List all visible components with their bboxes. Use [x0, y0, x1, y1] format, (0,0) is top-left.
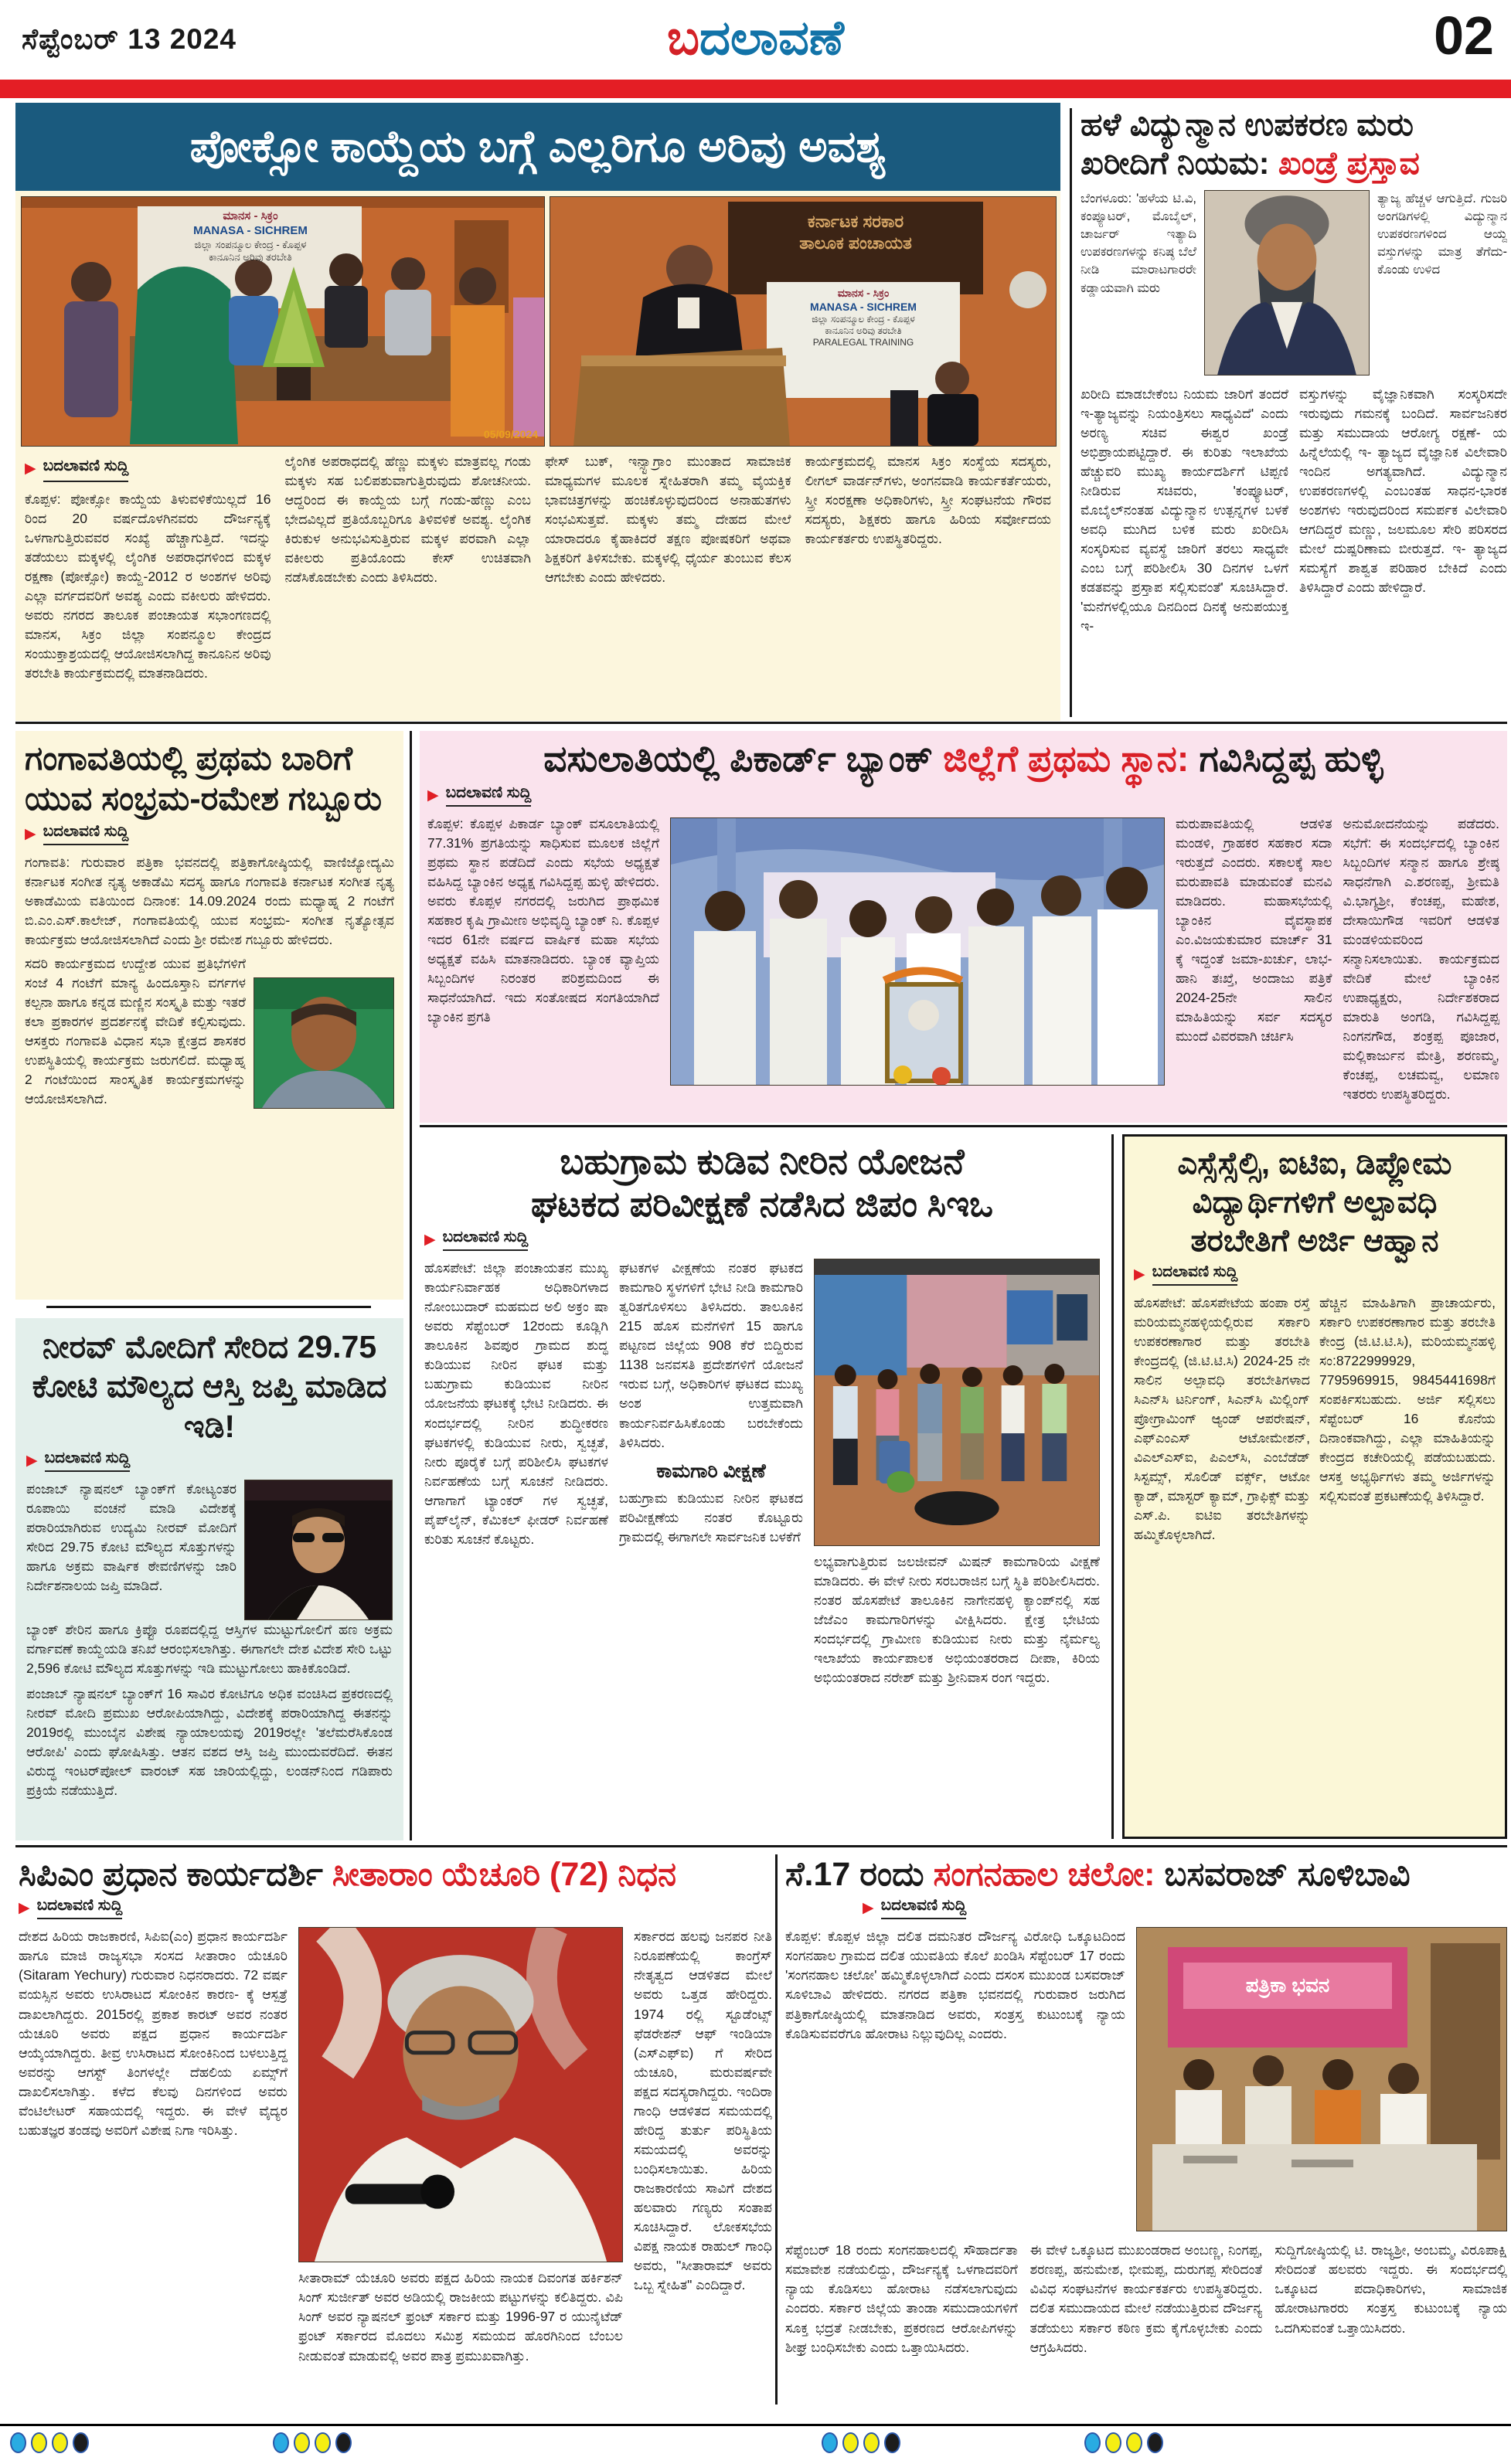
byline — [25, 455, 271, 482]
vertical-divider — [1070, 108, 1072, 717]
article-nirav-body-3: ಪಂಜಾಬ್ ನ್ಯಾಷನಲ್ ಬ್ಯಾಂಕ್‌ಗೆ 16 ಸಾವಿರ ಕೋಟಿಗೂ ಅಧಿಕ ವಂಚಿಸಿದ ಪ್ರಕರಣದಲ್ಲಿ ನೀರವ್ ಮೋದಿ ಪ್ರಮುಖ ಆರೋಪಿಯಾಗಿದ್ದು, ವಿದೇಶಕ್ಕೆ ಪರಾರಿಯಾಗಿದ್ದ ಈತನನ್ನು 2019ರಲ್ಲಿ ಮುಂಬೈನ ವಿಶೇಷ ನ್ಯಾಯಾಲಯವು 2019ರಲ್ಲೇ 'ತಲೆಮರೆಸಿಕೊಂಡ ಆರೋಪಿ' ಎಂದು ಘೋಷಿಸಿತ್ತು. ಆತನ ವಶದ ಆಸ್ತಿ ಜಪ್ತಿ ಮುಂದುವರೆದಿದೆ. ಈತನ ವಿರುದ್ಧ ಇಂಟರ್‌ಪೋಲ್ ವಾರಂಟ್ ಸಹ ಜಾರಿಯಲ್ಲಿದ್ದು, ಲಂಡನ್‌ನಿಂದ ಗಡಿಪಾರು ಪ್ರಕ್ರಿಯೆ ನಡೆಯುತ್ತಿದೆ. — [26, 1685, 393, 1798]
article-chalo-row-2 — [785, 2241, 1507, 2357]
article-gangavati — [15, 731, 403, 1300]
article-bank-col-2: ಮರುಪಾವತಿಯಲ್ಲಿ ಆಡಳಿತ ಮಂಡಳಿ, ಗ್ರಾಹಕರ ಸಹಕಾರ ಸದಾ ಇರುತ್ತದೆ ಎಂದರು. ಸಕಾಲಕ್ಕೆ ಸಾಲ ಮರುಪಾವತಿ ಮಾಡುವಂತೆ ಮನವಿ ಮಾಡಿದರು. ಮಹಾಸಭೆಯಲ್ಲಿ ಬ್ಯಾಂಕಿನ ವೈವಸ್ಥಾಪಕ ಎಂ.ವಿಜಯಕುಮಾರ ಮಾರ್ಚ್ 31 ಕ್ಕೆ ಇದ್ದಂತೆ ಜಮಾ-ಖರ್ಚು, ಲಾಭ-ಹಾನಿ ತಃಖ್ತೆ, ಅಂದಾಜು ಪತ್ರಿಕೆ 2024-25ನೇ ಸಾಲಿನ ಮಾಹಿತಿಯನ್ನು ಸರ್ವ ಸದಸ್ಯರ ಮುಂದೆ ವಿವರವಾಗಿ ಚರ್ಚಿಸಿ — [1176, 816, 1332, 1045]
photo-date-stamp: 05/09/2024 — [483, 427, 538, 440]
article-ewaste-headline — [1081, 105, 1507, 182]
body-text: ಅನುಮೋದನೆಯನ್ನು ಪಡೆದರು. ಸಭೆಗೆ: ಈ ಸಂದರ್ಭದಲ್ಲಿ ಬ್ಯಾಂಕಿನ ಸಿಬ್ಬಂದಿಗಳ ಸನ್ಮಾನ ಹಾಗೂ ಶ್ರೇಷ್ಠ ಸಾಧನೆಗಾಗಿ ಎ.ಶರಣಪ್ಪ, ಶ್ರೀಮತಿ ವಿ.ಭಾಗ್ಯಶ್ರೀ, ಕೆಂಚಪ್ಪ, ಮಹೇಶ, ದೇಸಾಯಿಗೌಡ ಇವರಿಗೆ ಆಡಳಿತ ಮಂಡಳಿಯವರಿಂದ ಸನ್ಮಾನಿಸಲಾಯಿತು. — [1343, 816, 1499, 967]
article-pocso-col-4: ಕಾರ್ಯಕ್ರಮದಲ್ಲಿ ಮಾನಸ ಸಿಕ್ರಂ ಸಂಸ್ಥೆಯ ಸದಸ್ಯರು, ಲೀಗಲ್ ವಾರ್ಡನ್‌ಗಳು, ಅಂಗನವಾಡಿ ಕಾರ್ಯಕರ್ತೆಯರು, ಸ್ತ್ರೀ ಸಂರಕ್ಷಣಾ ಅಧಿಕಾರಿಗಳು, ಸ್ತ್ರೀ ಸಂಘಟನೆಯ ಗೌರವ ಸದಸ್ಯರು, ಶಿಕ್ಷಕರು ಹಾಗೂ ಹಿರಿಯ ಸರ್ವೋದಯ ಕಾರ್ಯಕರ್ತರು ಉಪಸ್ಥಿತರಿದ್ದರು. — [805, 454, 1051, 547]
registration-dot-yellow — [294, 2432, 310, 2453]
byline-label: ಬದಲಾವಣಿ ಸುದ್ದಿ — [446, 784, 532, 807]
article-nirav-body-2: ಬ್ಯಾಂಕ್ ಶೇರಿನ ಹಾಗೂ ಕ್ರಿಪ್ಟೊ ರೂಪದಲ್ಲಿದ್ದ ಆಸ್ತಿಗಳ ಮುಟ್ಟುಗೋಲಿಗೆ ಹಣ ಅಕ್ರಮ ವರ್ಗಾವಣೆ ಕಾಯ್ದೆಯಡಿ ತನಿಖೆ ಆರಂಭಿಸಲಾಗಿತ್ತು. ಈಗಾಗಲೇ ದೇಶ ವಿದೇಶ ಸೇರಿ ಒಟ್ಟು 2,596 ಕೋಟಿ ಮೌಲ್ಯದ ಸೊತ್ತುಗಳನ್ನು ಇಡಿ ಮುಟ್ಟುಗೋಲು ಹಾಕಿಕೊಂಡಿದೆ. — [26, 1621, 393, 1676]
print-registration-marks — [10, 2432, 89, 2453]
registration-dot-yellow — [842, 2432, 859, 2453]
horizontal-divider — [15, 722, 1507, 724]
article-pocso-col-2: ಲೈಂಗಿಕ ಅಪರಾಧದಲ್ಲಿ ಹೆಣ್ಣು ಮಕ್ಕಳು ಮಾತ್ರವಲ್ಲ ಗಂಡು ಮಕ್ಕಳು ಸಹ ಬಲಿಪಶುವಾಗುತ್ತಿರುವುದು ಶೋಚನೀಯ. ಆದ್ದರಿಂದ ಈ ಕಾಯ್ದೆಯ ಬಗ್ಗೆ ಗಂಡು-ಹೆಣ್ಣು ಎಂಬ ಭೇದವಿಲ್ಲದೆ ಪ್ರತಿಯೊಬ್ಬರಿಗೂ ತಿಳಿವಳಿಕೆ ಅವಶ್ಯ. ಲೈಂಗಿಕ ಕಿರುಕುಳ ಅನುಭವಿಸುತ್ತಿರುವ ಮಕ್ಕಳ ಪರವಾಗಿ ಎಲ್ಲಾ ವಕೀಲರು ಪ್ರತಿಯೊಂದು ಕೇಸ್ ಉಚಿತವಾಗಿ ನಡೆಸಿಕೊಡಬೇಕು ಎಂದು ತಿಳಿಸಿದರು. — [284, 454, 531, 586]
registration-dot-cyan — [822, 2432, 838, 2453]
article-yechury-col-1: ದೇಶದ ಹಿರಿಯ ರಾಜಕಾರಣಿ, ಸಿಪಿಐ(ಎಂ) ಪ್ರಧಾನ ಕಾರ್ಯದರ್ಶಿ ಹಾಗೂ ಮಾಜಿ ರಾಜ್ಯಸಭಾ ಸಂಸದ ಸೀತಾರಾಂ ಯೆಚೂರಿ (Sitaram Yechury) ಗುರುವಾರ ನಿಧನರಾದರು. 72 ವರ್ಷ ವಯಸ್ಸಿನ ಅವರು ಉಸಿರಾಟದ ಸೋಂಕಿನ ಕಾರಣ- ಕ್ಕೆ ಆಸ್ಪತ್ರೆ ದಾಖಲಾಗಿದ್ದರು. 2015ರಲ್ಲಿ ಪ್ರಕಾಶ ಕಾರಟ್ ಅವರ ನಂತರ ಯೆಚೂರಿ ಅವರು ಪಕ್ಷದ ಪ್ರಧಾನ ಕಾರ್ಯದರ್ಶಿ ಆಯ್ಕೆಯಾಗಿದ್ದರು. ತೀವ್ರ ಉಸಿರಾಟದ ಸೋಂಕಿನಿಂದ ಬಳಲುತ್ತಿದ್ದ ಅವರನ್ನು ಆಗಸ್ಟ್ ತಿಂಗಳಲ್ಲೇ ದೆಹಲಿಯ ಏಮ್ಸ್‌ಗೆ ದಾಖಲಿಸಲಾಗಿತ್ತು. ಕಳೆದ ಕೆಲವು ದಿನಗಳಿಂದ ಅವರು ವೆಂಟಿಲೇಟರ್ ಸಹಾಯದಲ್ಲಿ ಇದ್ದರು. ಈ ವೇಳೆ ವೈದ್ಯರ ಬಹುತಜ್ಞರ ತಂಡವು ಅವರಿಗೆ ವಿಶೇಷ ನಿಗಾ ಇರಿಸಿತ್ತು. — [19, 1929, 288, 2138]
body-text: ಸೀತಾರಾಮ್ ಯೆಚೂರಿ ಅವರು ಪಕ್ಷದ ಹಿರಿಯ ನಾಯಕ ದಿವಂಗತ ಹರ್ಕಿಶನ್ ಸಿಂಗ್ ಸುರ್ಜೀತ್ ಅವರ ಅಡಿಯಲ್ಲಿ ರಾಜಕೀಯ ಪಟ್ಟುಗಳನ್ನು ಕಲಿತಿದ್ದರು. ವಿಪಿ ಸಿಂಗ್ ಅವರ ನ್ಯಾಷನಲ್ ಫ್ರಂಟ್ ಸರ್ಕಾರ ಮತ್ತು 1996-97 ರ ಯುನೈಟೆಡ್ ಫ್ರಂಟ್ ಸರ್ಕಾರದ ಮೊದಲು ಸಮಿಶ್ರ ಸಮಯದ ಹೊರಗಿನಿಂದ ಬೆಂಬಲ ನೀಡುವಂತೆ ಮಾಡುವಲ್ಲಿ ಅವರ ಪಾತ್ರ ಪ್ರಮುಖವಾಗಿತ್ತು. — [298, 2270, 623, 2364]
article-gangavati-body-2: ಸದರಿ ಕಾರ್ಯಕ್ರಮದ ಉದ್ದೇಶ ಯುವ ಪ್ರತಿಭೆಗಳಿಗೆ ಸಂಜೆ 4 ಗಂಟೆಗೆ ಮಾನ್ಯ ಹಿಂದೂಸ್ತಾನಿ ವರ್ಗಗಳ ಕಲ್ಪನಾ ಹಾಗೂ ಕನ್ನಡ ಮಣ್ಣಿನ ಸಂಸ್ಕೃತಿ ಮತ್ತು ಇತರೆ ಕಲಾ ಪ್ರಕಾರಗಳ ಪ್ರದರ್ಶನಕ್ಕೆ ವೇದಿಕೆ ಕಲ್ಪಿಸುವುದು. ಆಸಕ್ತರು ಗಂಗಾವತಿ ವಿಧಾನ ಸಭಾ ಕ್ಷೇತ್ರದ ಶಾಸಕರ ಉಪಸ್ಥಿತಿಯಲ್ಲಿ ಕಾರ್ಯಕ್ರಮ ಜರುಗಲಿದೆ. ಮಧ್ಯಾಹ್ನ 2 ಗಂಟೆಯಿಂದ ಸಾಂಸ್ಕೃತಿಕ ಕಾರ್ಯಕ್ರಮಗಳನ್ನು ಆಯೋಜಿಸಲಾಗಿದೆ. — [25, 955, 246, 1107]
headline-black: ಸಿಪಿಎಂ ಪ್ರಧಾನ ಕಾರ್ಯದರ್ಶಿ — [19, 1856, 332, 1893]
photo-press-meet — [1136, 1927, 1507, 2231]
article-bank-headline — [427, 737, 1499, 781]
headline-line: ಘಟಕದ ಪರಿವೀಕ್ಷಣೆ ನಡೆಸಿದ ಜಿಪಂ ಸಿಇಒ — [530, 1184, 994, 1225]
print-registration-marks — [822, 2432, 900, 2453]
article-water-headline — [424, 1140, 1100, 1225]
article-nirav-headline: ನೀರವ್ ಮೋದಿಗೆ ಸೇರಿದ 29.75 ಕೋಟಿ ಮೌಲ್ಯದ ಆಸ್ತಿ ಜಪ್ತಿ ಮಾಡಿದ ಇಡಿ! — [32, 1329, 387, 1444]
body-text: ಕಾರ್ಯಕ್ರಮದ ವೇದಿಕೆ ಮೇಲೆ ಬ್ಯಾಂಕಿನ ಉಪಾಧ್ಯಕ್ಷರು, ನಿರ್ದೇಶಕರಾದ ಮಾರುತಿ ಅಂಗಡಿ, ಗವಿಸಿದ್ದಪ್ಪ ನಿಂಗನಗೌಡ, ಶಂಕ್ರಪ್ಪ ಪೂಜಾರ, ಮಲ್ಲಿಕಾರ್ಜುನ ಮೇತ್ರಿ, ಶರಣಮ್ಮ, ಕೆಂಚಪ್ಪ, ಲಚಮವ್ವ, ಲಮಾಣ ಇತರರು ಉಪಸ್ಥಿತರಿದ್ದರು. — [1343, 951, 1499, 1103]
byline — [1134, 1263, 1496, 1286]
registration-dot-cyan — [10, 2432, 26, 2453]
article-bank-col-1: ಕೊಪ್ಪಳ: ಕೊಪ್ಪಳ ಪಿಕಾರ್ಡ ಬ್ಯಾಂಕ್ ವಸೂಲಾತಿಯಲ್ಲಿ 77.31% ಪ್ರಗತಿಯನ್ನು ಸಾಧಿಸುವ ಮೂಲಕ ಜಿಲ್ಲೆಗೆ ಪ್ರಥಮ ಸ್ಥಾನ ಪಡೆದಿದೆ ಎಂದು ಸಭೆಯ ಅಧ್ಯಕ್ಷತೆ ವಹಿಸಿದ್ದ ಬ್ಯಾಂಕಿನ ಅಧ್ಯಕ್ಷ ಗವಿಸಿದ್ದಪ್ಪ ಹುಳ್ಳಿ ಹೇಳಿದರು. ಅವರು ಕೊಪ್ಪಳ ನಗರದಲ್ಲಿ ಜರುಗಿದ ಪ್ರಾಥಮಿಕ ಸಹಕಾರ ಕೃಷಿ ಗ್ರಾಮೀಣ ಅಭಿವೃದ್ಧಿ ಬ್ಯಾಂಕ್ ನಿ. ಕೊಪ್ಪಳ ಇದರ 61ನೇ ವರ್ಷದ ವಾರ್ಷಿಕ ಮಹಾ ಸಭೆಯ ಅಧ್ಯಕ್ಷತೆ ವಹಿಸಿ ಮಾತನಾಡಿದರು. ಬ್ಯಾಂಕ ವ್ಯಾಪ್ತಿಯ ಸಿಬ್ಬಂದಿಗಳ ನಿರಂತರ ಪರಿಶ್ರಮದಿಂದ ಈ ಸಾಧನೆಯಾಗಿದೆ. ಇದು ಸಂತೋಷದ ಸಂಗತಿಯಾಗಿದೆ ಬ್ಯಾಂಕಿನ ಪ್ರಗತಿ — [427, 816, 659, 1025]
registration-dot-black — [335, 2432, 352, 2453]
byline-arrow-icon: ▶ — [26, 1452, 38, 1469]
article-gangavati-headline: ಗಂಗಾವತಿಯಲ್ಲಿ ಪ್ರಥಮ ಬಾರಿಗೆ ಯುವ ಸಂಭ್ರಮ-ರಮೇಶ ಗಬ್ಬೂರು — [25, 740, 383, 818]
photo-minister-khandre-portrait — [1204, 190, 1370, 376]
article-pickard-bank — [420, 731, 1507, 1123]
photo-banner-text: ಪತ್ರಿಕಾ ಭವನ — [1245, 1973, 1330, 1997]
registration-dot-cyan — [1084, 2432, 1101, 2453]
article-gttc-training — [1122, 1134, 1507, 1839]
byline-label: ಬದಲಾವಣಿ ಸುದ್ದಿ — [43, 823, 129, 845]
byline-arrow-icon: ▶ — [19, 1900, 30, 1917]
article-pocso — [15, 103, 1060, 721]
headline-black: ಹಳೆ ವಿದ್ಯುನ್ಮಾನ ಉಪಕರಣ ಮರು ಖರೀದಿಗೆ ನಿಯಮ: — [1081, 107, 1414, 182]
article-ewaste-body-col-1: ಖರೀದಿ ಮಾಡಬೇಕೆಂಬ ನಿಯಮ ಜಾರಿಗೆ ತಂದರೆ ಇ-ತ್ಯಾಜ್ಯವನ್ನು ನಿಯಂತ್ರಿಸಲು ಸಾಧ್ಯವಿದೆ' ಎಂದು ಅರಣ್ಯ ಸಚಿವ ಈಶ್ವರ ಖಂಡ್ರೆ ಅಭಿಪ್ರಾಯಪಟ್ಟಿದ್ದಾರೆ. ಈ ಕುರಿತು ಇಲಾಖೆಯ ಹೆಚ್ಚುವರಿ ಮುಖ್ಯ ಕಾರ್ಯದರ್ಶಿಗೆ ಟಿಪ್ಪಣಿ ನೀಡಿರುವ ಸಚಿವರು, 'ಕಂಪ್ಯೂಟರ್, ಮೊಬೈಲ್‌ನಂತಹ ವಿದ್ಯುನ್ಮಾನ ಉತ್ಪನ್ನಗಳ ಬಳಕೆ ಅವಧಿ ಮುಗಿದ ಬಳಿಕ ಮರು ಖರೀದಿಸಿ ಸಂಸ್ಕರಿಸುವ ವ್ಯವಸ್ಥೆ ಜಾರಿಗೆ ತರಲು ಸಾಧ್ಯವೇ ಎಂಬ ಬಗ್ಗೆ ಪರಿಶೀಲಿಸಿ 30 ದಿನಗಳ ಒಳಗೆ ಕಡತವನ್ನು ಪ್ರಸ್ತಾಪ ಸಲ್ಲಿಸುವಂತೆ' ಸೂಚಿಸಿದ್ದಾರೆ. 'ಮನೆಗಳಲ್ಲಿಯೂ ದಿನದಿಂದ ದಿನಕ್ಕೆ ಅನುಪಯುಕ್ತ ಇ- — [1081, 386, 1288, 634]
article-water-col-1: ಹೊಸಪೇಟೆ: ಜಿಲ್ಲಾ ಪಂಚಾಯತನ ಮುಖ್ಯ ಕಾರ್ಯನಿರ್ವಾಹಕ ಅಧಿಕಾರಿಗಳಾದ ನೋಂಬುದಾರ್ ಮಹಮದ ಅಲಿ ಅಕ್ರಂ ಷಾ ಅವರು ಸೆಪ್ಟೆಂಬರ್ 12ರಂದು ಕೂಡ್ಲಿಗಿ ತಾಲೂಕಿನ ಶಿವಪುರ ಗ್ರಾಮದ ಶುದ್ಧ ಕುಡಿಯುವ ನೀರಿನ ಘಟಕ ಮತ್ತು ಬಹುಗ್ರಾಮ ಕುಡಿಯುವ ನೀರಿನ ಯೋಜನೆಯ ಘಟಕಕ್ಕೆ ಭೇಟಿ ನೀಡಿದರು. ಈ ಸಂದರ್ಭದಲ್ಲಿ ನೀರಿನ ಶುದ್ಧೀಕರಣ ಘಟಕಗಳಲ್ಲಿ ಕುಡಿಯುವ ನೀರು, ಸ್ವಚ್ಛತೆ, ನೀರು ಪೂರೈಕೆ ಬಗ್ಗೆ ಪರಿಶೀಲಿಸಿ ಘಟಕಗಳ ನಿರ್ವಹಣೆಯ ಬಗ್ಗೆ ಸೂಚನೆ ನೀಡಿದರು. ಆಗಾಗಾಗೆ ಟ್ಯಾಂಕರ್ ಗಳ ಸ್ವಚ್ಛತೆ, ಪೈಪ್‌ಲೈನ್, ಕೆಮಿಕಲ್ ಫೀಡರ್ ನಿರ್ವಹಣೆ ಕುರಿತು ಸೂಚನೆ ಕೊಟ್ಟರು. — [424, 1260, 608, 1547]
article-pocso-col-3: ಫೇಸ್ ಬುಕ್, ಇನ್ಸ್ಟಾಗ್ರಾಂ ಮುಂತಾದ ಸಾಮಾಜಿಕ ಮಾಧ್ಯಮಗಳ ಮೂಲಕ ಸ್ನೇಹಿತರಾಗಿ ತಮ್ಮ ವೈಯಕ್ತಿಕ ಭಾವಚಿತ್ರಗಳನ್ನು ಹಂಚಿಕೊಳ್ಳುವುದರಿಂದ ಅನಾಹುತಗಳು ಸಂಭವಿಸುತ್ತವೆ. ಮಕ್ಕಳು ತಮ್ಮ ದೇಹದ ಮೇಲೆ ಯಾರಾದರೂ ಕೈಹಾಕಿದರೆ ತಕ್ಷಣ ಪೋಷಕರಿಗೆ ಅಥವಾ ಶಿಕ್ಷಕರಿಗೆ ತಿಳಿಸಬೇಕು. ಮಕ್ಕಳಲ್ಲಿ ಧೈರ್ಯ ತುಂಬುವ ಕೆಲಸ ಆಗಬೇಕು ಎಂದು ಹೇಳಿದರು. — [545, 454, 791, 586]
registration-dot-black — [1147, 2432, 1163, 2453]
photo-banner-text: ಮಾನಸ - ಸಿಕ್ರಂ MANASA - SICHREM ಜಿಲ್ಲಾ ಸಂಪನ್ಮೂಲ ಕೇಂದ್ರ - ಕೊಪ್ಪಳ ಕಾನೂನಿನ ಅರಿವು ತರಬೇತಿ PARALEGAL TRAINING — [810, 287, 917, 348]
byline — [863, 1897, 1507, 1919]
registration-dot-black — [73, 2432, 89, 2453]
headline-line: ಬಹುಗ್ರಾಮ ಕುಡಿವ ನೀರಿನ ಯೋಜನೆ — [560, 1141, 965, 1181]
article-gttc-headline — [1134, 1144, 1496, 1260]
body-text: ಘಟಕಗಳ ವೀಕ್ಷಣೆಯ ನಂತರ ಘಟಕದ ಕಾಮಗಾರಿ ಸ್ಥಳಗಳಿಗೆ ಭೇಟಿ ನೀಡಿ ಕಾಮಗಾರಿ ತ್ವರಿತಗೊಳಿಸಲು ತಿಳಿಸಿದರು. ತಾಲೂಕಿನ 215 ಹೊಸ ಮನೆಗಳಿಗೆ 15 ಹಾಗೂ ಪಟ್ಟಣದ ಜಿಲ್ಲೆಯ 908 ಕೆರೆ ಬಿದ್ದಿರುವ 1138 ಜನವಸತಿ ಪ್ರದೇಶಗಳಿಗೆ ಯೋಜನೆ ಇರುವ ಬಗ್ಗೆ, ಅಧಿಕಾರಿಗಳ ಘಟಕದ ಮುಖ್ಯ ಅಂಶ ಉತ್ತಮವಾಗಿ ಕಾರ್ಯನಿರ್ವಹಿಸಿಕೊಂಡು ಬರಬೇಕೆಂದು ತಿಳಿಸಿದರು. — [619, 1260, 803, 1450]
nameplate-rest: ದಲಾವಣೆ — [699, 12, 845, 65]
byline-label: ಬದಲಾವಣಿ ಸುದ್ದಿ — [37, 1897, 123, 1919]
article-chalo-row-1 — [785, 1927, 1507, 2231]
headline-black: ಬಸವರಾಜ್ ಸೂಳಿಬಾವಿ — [1155, 1856, 1411, 1893]
article-yechury — [15, 1854, 775, 2406]
byline-arrow-icon: ▶ — [424, 1232, 436, 1249]
photo-ramesh-gabburu-portrait — [254, 977, 394, 1109]
article-bank-col-3 — [1343, 814, 1500, 1104]
footer-rule — [0, 2424, 1511, 2426]
article-yechury-headline — [19, 1856, 772, 1894]
body-text: ಲಭ್ಯವಾಗುತ್ತಿರುವ ಜಲಜೀವನ್ ಮಿಷನ್ ಕಾಮಗಾರಿಯ ವೀಕ್ಷಣೆ ಮಾಡಿದರು. ಈ ವೇಳೆ ನೀರು ಸರಬರಾಜಿನ ಬಗ್ಗೆ ಸ್ಥಿತಿ ಪರಿಶೀಲಿಸಿದರು. ನಂತರ ಹೊಸಪೇಟೆ ತಾಲೂಕಿನ ನಾಗೇನಹಳ್ಳಿ ಕ್ಯಾಂಪ್‌ನಲ್ಲಿ ಸಹ ಜೆಜೆಎಂ ಕಾಮಗಾರಿಗಳನ್ನು ವೀಕ್ಷಿಸಿದರು. ಕ್ಷೇತ್ರ ಭೇಟಿಯ ಸಂದರ್ಭದಲ್ಲಿ ಗ್ರಾಮೀಣ ಕುಡಿಯುವ ನೀರು ಮತ್ತು ನೈರ್ಮಲ್ಯ ಇಲಾಖೆಯ ಕಾರ್ಯಪಾಲಕ ಅಭಿಯಂತರರಾದ ದೀಪಾ, ಕಿರಿಯ ಅಭಿಯಂತರಾದ ನರೇಶ್ ಮತ್ತು ಶ್ರೀನಿವಾಸ ರಂಗ ಇದ್ದರು. — [814, 1554, 1100, 1686]
article-ewaste-khandre — [1081, 105, 1507, 720]
photo-banner-text: ಮಾನಸ - ಸಿಕ್ರಂ MANASA - SICHREM ಜಿಲ್ಲಾ ಸಂಪನ್ಮೂಲ ಕೇಂದ್ರ - ಕೊಪ್ಪಳ ಕಾನೂನಿನ ಅರಿವು ತರಬೇತಿ — [193, 209, 308, 263]
body-text: ಬಹುಗ್ರಾಮ ಕುಡಿಯುವ ನೀರಿನ ಘಟಕದ ಪರಿವೀಕ್ಷಣೆಯ ನಂತರ ಕೊಟ್ಟೂರು ಗ್ರಾಮದಲ್ಲಿ ಈಗಾಗಲೇ ಸಾರ್ವಜನಿಕ ಬಳಕೆಗೆ — [619, 1490, 803, 1545]
photo-bank-agm-event — [670, 817, 1165, 1086]
headline-red: ಸಂಗನಹಾಲ ಚಲೋ: — [933, 1856, 1155, 1893]
registration-dot-yellow — [31, 2432, 47, 2453]
registration-dot-black — [884, 2432, 900, 2453]
nameplate-first-letter: ಬ — [666, 12, 699, 65]
photo-sitaram-yechury — [298, 1927, 623, 2262]
vertical-divider — [775, 1854, 778, 2405]
headline-line: ಎಸ್ಸೆಸ್ಸೆಲ್ಸಿ, ಐಟಿಐ, ಡಿಪ್ಲೋಮ — [1177, 1147, 1452, 1181]
registration-dot-yellow — [315, 2432, 331, 2453]
page-number: 02 — [1434, 5, 1494, 66]
registration-dot-yellow — [52, 2432, 68, 2453]
headline-line: ತರಬೇತಿಗೆ ಅರ್ಜಿ ಆಹ್ವಾನ — [1190, 1224, 1439, 1258]
byline-label: ಬದಲಾವಣಿ ಸುದ್ದಿ — [45, 1450, 131, 1472]
horizontal-divider — [15, 1845, 1507, 1847]
photo-speaker-at-podium — [550, 196, 1057, 447]
byline-label: ಬದಲಾವಣಿ ಸುದ್ದಿ — [881, 1897, 967, 1919]
byline-label: ಬದಲಾವಣಿ ಸುದ್ದಿ — [443, 1229, 529, 1251]
article-yechury-col-3: ಸರ್ಕಾರದ ಹಲವು ಜನಪರ ನೀತಿ ನಿರೂಪಣೆಯಲ್ಲಿ ಕಾಂಗ್ರೆಸ್ ನೇತೃತ್ವದ ಆಡಳಿತದ ಮೇಲೆ ಅವರು ಒತ್ತಡ ಹೇರಿದ್ದರು. 1974 ರಲ್ಲಿ ಸ್ಟೂಡೆಂಟ್ಸ್ ಫೆಡರೇಶನ್ ಆಫ್ ಇಂಡಿಯಾ (ಎಸ್‌ಎಫ್‌ಐ) ಗೆ ಸೇರಿದ ಯೆಚೂರಿ, ಮರುವರ್ಷವೇ ಪಕ್ಷದ ಸದಸ್ಯರಾಗಿದ್ದರು. ಇಂದಿರಾ ಗಾಂಧಿ ಆಡಳಿತದ ಸಮಯದಲ್ಲಿ ಹೇರಿದ್ದ ತುರ್ತು ಪರಿಸ್ಥಿತಿಯ ಸಮಯದಲ್ಲಿ ಅವರನ್ನು ಬಂಧಿಸಲಾಯಿತು. ಹಿರಿಯ ರಾಜಕಾರಣಿಯ ಸಾವಿಗೆ ದೇಶದ ಹಲವಾರು ಗಣ್ಯರು ಸಂತಾಪ ಸೂಚಿಸಿದ್ದಾರೆ. ಲೋಕಸಭೆಯ ವಿಪಕ್ಷ ನಾಯಕ ರಾಹುಲ್ ಗಾಂಧಿ ಅವರು, "ಸೀತಾರಾಮ್ ಅವರು ಒಬ್ಬ ಸ್ನೇಹಿತ" ಎಂದಿದ್ದಾರೆ. — [634, 1929, 772, 2292]
masthead-red-bar — [0, 80, 1511, 98]
photo-water-plant-inspection — [814, 1259, 1100, 1546]
print-registration-marks — [1084, 2432, 1163, 2453]
article-ewaste-intro-row — [1081, 190, 1507, 376]
vertical-divider — [410, 731, 412, 1840]
article-sanganahala-chalo — [785, 1854, 1507, 2406]
article-water-col-3 — [814, 1259, 1100, 1687]
registration-dot-yellow — [1126, 2432, 1142, 2453]
registration-dot-yellow — [863, 2432, 880, 2453]
article-chalo-col-2: ಸೆಪ್ಟೆಂಬರ್ 18 ರಂದು ಸಂಗನಹಾಲದಲ್ಲಿ ಸೌಹಾರ್ದತಾ ಸಮಾವೇಶ ನಡೆಯಲಿದ್ದು, ದೌರ್ಜನ್ಯಕ್ಕೆ ಒಳಗಾದವರಿಗೆ ನ್ಯಾಯ ಕೊಡಿಸಲು ಹೋರಾಟ ನಡೆಸಲಾಗುವುದು ಎಂದರು. ಸರ್ಕಾರ ಜಿಲ್ಲೆಯ ತಾಂಡಾ ಸಮುದಾಯಗಳಿಗೆ ಸೂಕ್ತ ಭದ್ರತೆ ನೀಡಬೇಕು, ಪ್ರಕರಣದ ಆರೋಪಿಗಳನ್ನು ಶೀಘ್ರ ಬಂಧಿಸಬೇಕು ಎಂದು ಒತ್ತಾಯಿಸಿದರು. — [785, 2242, 1018, 2355]
body-text: ಕೊಪ್ಪಳ: ಪೋಕ್ಸೋ ಕಾಯ್ದೆಯ ತಿಳುವಳಿಕೆಯಿಲ್ಲದೆ 16 ರಿಂದ 20 ವರ್ಷದೊಳಗಿನವರು ದೌರ್ಜನ್ಯಕ್ಕೆ ಒಳಗಾಗುತ್ತಿರುವವರ ಸಂಖ್ಯೆ ಹೆಚ್ಚಾಗುತ್ತಿದೆ. ಇದನ್ನು ತಡೆಯಲು ಮಕ್ಕಳಲ್ಲಿ ಲೈಂಗಿಕ ಅಪರಾಧಗಳಿಂದ ಮಕ್ಕಳ ರಕ್ಷಣಾ (ಪೋಕ್ಸೋ) ಕಾಯ್ದೆ-2012 ರ ಅಂಶಗಳ ಅರಿವು ಎಲ್ಲಾ ವರ್ಗದವರಿಗೆ ಅವಶ್ಯ ಎಂದು ವಕೀಲರು ಹೇಳಿದರು. ಅವರು ನಗರದ ತಾಲೂಕ ಪಂಚಾಯತ ಸಭಾಂಗಣದಲ್ಲಿ ಮಾನಸ, ಸಿಕ್ರಂ ಜಿಲ್ಲಾ ಸಂಪನ್ಮೂಲ ಕೇಂದ್ರದ ಸಂಯುಕ್ತಾಶ್ರಯದಲ್ಲಿ ಆಯೋಜಿಸಲಾಗಿದ್ದ ಕಾನೂನಿನ ಅರಿವು ತರಬೇತಿ ಕಾರ್ಯಕ್ರಮದಲ್ಲಿ ಮಾತನಾಡಿದರು. — [25, 491, 271, 681]
headline-black: ಗವಿಸಿದ್ದಪ್ಪ ಹುಳ್ಳಿ — [1189, 738, 1383, 779]
print-registration-marks — [273, 2432, 352, 2453]
article-bank-content — [427, 814, 1499, 1104]
article-nirav-modi — [15, 1318, 403, 1840]
article-nirav-body-1: ಪಂಜಾಬ್ ನ್ಯಾಷನಲ್ ಬ್ಯಾಂಕ್‌ಗೆ ಕೋಟ್ಯಂತರ ರೂಪಾಯಿ ವಂಚನೆ ಮಾಡಿ ವಿದೇಶಕ್ಕೆ ಪರಾರಿಯಾಗಿರುವ ಉದ್ಯಮಿ ನೀರವ್ ಮೋದಿಗೆ ಸೇರಿದ 29.75 ಕೋಟಿ ಮೌಲ್ಯದ ಸೊತ್ತುಗಳನ್ನು ಹಾಗೂ ಅಕ್ರಮ ವಾರ್ಷಿಕ ಠೇವಣಿಗಳನ್ನು ಜಾರಿ ನಿರ್ದೇಶನಾಲಯ ಜಪ್ತಿ ಮಾಡಿದೆ. — [26, 1480, 237, 1593]
article-gttc-body — [1134, 1293, 1496, 1545]
byline — [19, 1897, 772, 1919]
vertical-divider — [1111, 1134, 1114, 1839]
article-chalo-headline — [785, 1856, 1507, 1894]
headline-black: ಸೆ.17 ರಂದು — [785, 1856, 934, 1893]
article-ewaste-col-right: ತ್ಯಾಜ್ಯ ಹೆಚ್ಚಳ ಆಗುತ್ತಿದೆ. ಗುಜರಿ ಅಂಗಡಿಗಳಲ್ಲಿ ವಿದ್ಯುನ್ಮಾನ ಉಪಕರಣಗಳಿಂದ ಆಯ್ದ ವಸ್ತುಗಳನ್ನು ಮಾತ್ರ ತೆಗೆದು- ಕೊಂಡು ಉಳಿದ — [1377, 192, 1507, 277]
byline — [26, 1450, 393, 1472]
newspaper-nameplate — [0, 11, 1511, 66]
byline-arrow-icon: ▶ — [863, 1900, 874, 1917]
article-gttc-col-2: ಹೆಚ್ಚಿನ ಮಾಹಿತಿಗಾಗಿ ಪ್ರಾಚಾರ್ಯರು, ಸರ್ಕಾರಿ ಉಪಕರಣಾಗಾರ ಮತ್ತು ತರಬೇತಿ ಕೇಂದ್ರ (ಜಿ.ಟಿ.ಟಿ.ಸಿ), ಮರಿಯಮ್ಮನಹಳ್ಳಿ ಸಂ:8722999929, 7795969915, 9845441698ಗೆ ಸಂಪರ್ಕಿಸಬಹುದು. ಅರ್ಜಿ ಸಲ್ಲಿಸಲು ಸೆಪ್ಟೆಂಬರ್ 16 ಕೊನೆಯ ದಿನಾಂಕವಾಗಿದ್ದು, ಎಲ್ಲಾ ಮಾಹಿತಿಯನ್ನು ಕೇಂದ್ರದ ಕಚೇರಿಯಲ್ಲಿ ಪಡೆಯಬಹುದು. ಆಸಕ್ತ ಅಭ್ಯರ್ಥಿಗಳು ತಮ್ಮ ಅರ್ಜಿಗಳನ್ನು ಸಲ್ಲಿಸುವಂತೆ ಪ್ರಕಟಣೆಯಲ್ಲಿ ತಿಳಿಸಿದ್ದಾರೆ. — [1319, 1295, 1496, 1504]
article-chalo-col-1: ಕೊಪ್ಪಳ: ಕೊಪ್ಪಳ ಜಿಲ್ಲಾ ದಲಿತ ದಮನಿತರ ದೌರ್ಜನ್ಯ ವಿರೋಧಿ ಒಕ್ಕೂಟದಿಂದ ಸಂಗನಹಾಲ ಗ್ರಾಮದ ದಲಿತ ಯುವತಿಯ ಕೊಲೆ ಖಂಡಿಸಿ ಸೆಪ್ಟೆಂಬರ್ 17 ರಂದು 'ಸಂಗನಹಾಲ ಚಲೋ' ಹಮ್ಮಿಕೊಳ್ಳಲಾಗಿದೆ ಎಂದು ದಸಂಸ ಮುಖಂಡ ಬಸವರಾಜ್ ಸೂಳಿಬಾವಿ ಹೇಳಿದರು. ನಗರದ ಪತ್ರಿಕಾ ಭವನದಲ್ಲಿ ಗುರುವಾರ ಜರುಗಿದ ಪತ್ರಿಕಾಗೋಷ್ಠಿಯಲ್ಲಿ ಮಾತನಾಡಿದ ಅವರು, ಸಂತ್ರಸ್ತ ಕುಟುಂಬಕ್ಕೆ ನ್ಯಾಯ ಕೊಡಿಸುವವರೆಗೂ ಹೋರಾಟ ನಿಲ್ಲುವುದಿಲ್ಲ ಎಂದರು. — [785, 1929, 1125, 2041]
article-chalo-col-4: ಸುದ್ದಿಗೋಷ್ಠಿಯಲ್ಲಿ ಟಿ. ರಾಜ್ಯಶ್ರೀ, ಅಂಬಮ್ಮ, ವಿರೂಪಾಕ್ಷಿ ಸೇರಿದಂತೆ ಹಲವರು ಇದ್ದರು. ಈ ಸಂದರ್ಭದಲ್ಲಿ ಒಕ್ಕೂಟದ ಪದಾಧಿಕಾರಿಗಳು, ಸಾಮಾಜಿಕ ಹೋರಾಟಗಾರರು ಸಂತ್ರಸ್ತ ಕುಟುಂಬಕ್ಕೆ ನ್ಯಾಯ ಒದಗಿಸುವಂತೆ ಒತ್ತಾಯಿಸಿದರು. — [1274, 2242, 1508, 2336]
article-ewaste-body-row — [1081, 385, 1507, 636]
headline-black: ವಸುಲಾತಿಯಲ್ಲಿ ಪಿಕಾರ್ಡ್ ಬ್ಯಾಂಕ್ — [543, 738, 944, 779]
headline-red: ಖಂಡ್ರೆ ಪ್ರಸ್ತಾವ — [1278, 145, 1420, 182]
article-water-project — [420, 1134, 1104, 1839]
article-water-body — [424, 1259, 1100, 1687]
horizontal-divider — [46, 1306, 371, 1308]
registration-dot-yellow — [1105, 2432, 1121, 2453]
photo-board-text: ಕರ್ನಾಟಕ ಸರಕಾರ ತಾಲೂಕ ಪಂಚಾಯತ — [799, 212, 912, 253]
article-ewaste-col-left: ಬೆಂಗಳೂರು: 'ಹಳೆಯ ಟಿ.ವಿ, ಕಂಪ್ಯೂಟರ್, ಮೊಬೈಲ್, ಚಾರ್ಜರ್ ಇತ್ಯಾದಿ ಉಪಕರಣಗಳನ್ನು ಕನಿಷ್ಠ ಬೆಲೆ ನೀಡಿ ಮಾರಾಟಗಾರರೇ ಕಡ್ಡಾಯವಾಗಿ ಮರು — [1081, 192, 1196, 295]
article-water-col-2 — [619, 1259, 803, 1687]
headline-red: ಜಿಲ್ಲೆಗೆ ಪ್ರಥಮ ಸ್ಥಾನ: — [943, 738, 1189, 779]
article-water-subhead: ಕಾಮಗಾರಿ ವೀಕ್ಷಣೆ — [656, 1460, 766, 1482]
byline — [424, 1229, 1100, 1251]
article-ewaste-body-col-2: ವಸ್ತುಗಳನ್ನು ವೈಜ್ಞಾನಿಕವಾಗಿ ಸಂಸ್ಕರಿಸದೇ ಇರುವುದು ಗಮನಕ್ಕೆ ಬಂದಿದೆ. ಸಾರ್ವಜನಿಕರ ಮತ್ತು ಸಮುದಾಯ ಆರೋಗ್ಯ ರಕ್ಷಣೆ- ಯ ಹಿನ್ನೆಲೆಯಲ್ಲಿ ಇ- ತ್ಯಾಜ್ಯದ ವೈಜ್ಞಾನಿಕ ವಿಲೇವಾರಿ ಇಂದಿನ ಅಗತ್ಯವಾಗಿದೆ. ವಿದ್ಯುನ್ಮಾನ ಉಪಕರಣಗಳಲ್ಲಿ ಎಂಬಂತಹ ಸಾಧನ-ಭಾರಕ ಅಂಶಗಳು ಇರುವುದರಿಂದ ಸಮರ್ಪಕ ವಿಲೇವಾರಿ ಆಗದಿದ್ದರೆ ಮಣ್ಣು, ಜಲಮೂಲ ಸೇರಿ ಪರಿಸರದ ಮೇಲೆ ದುಷ್ಪರಿಣಾಮ ಬೀರುತ್ತದೆ. ಇ- ತ್ಯಾಜ್ಯದ ಸಮಸ್ಯೆಗೆ ಶಾಶ್ವತ ಪರಿಹಾರ ಬೇಕಿದೆ ಎಂದು ತಿಳಿಸಿದ್ದಾರೆ ಎಂದು ಹೇಳಿದ್ದಾರೆ. — [1299, 386, 1507, 596]
article-gangavati-row — [25, 954, 394, 1109]
byline — [25, 823, 394, 845]
article-yechury-col-2 — [298, 1927, 623, 2365]
headline-red: ಸೀತಾರಾಂ ಯೆಚೂರಿ (72) ನಿಧನ — [332, 1856, 677, 1893]
registration-dot-cyan — [273, 2432, 289, 2453]
article-pocso-body — [25, 452, 1051, 713]
edition-date: ಸೆಪ್ಟೆಂಬರ್ 13 2024 — [22, 23, 237, 55]
photo-nirav-modi — [244, 1480, 393, 1620]
photo-legal-training-group — [21, 196, 545, 447]
article-pocso-col-1 — [25, 452, 271, 713]
article-gangavati-body-1: ಗಂಗಾವತಿ: ಗುರುವಾರ ಪತ್ರಿಕಾ ಭವನದಲ್ಲಿ ಪತ್ರಿಕಾಗೋಷ್ಠಿಯಲ್ಲಿ ವಾಣಿಜ್ಯೋದ್ಯಮಿ ಕರ್ನಾಟಕ ಸಂಗೀತ ನೃತ್ಯ ಅಕಾಡೆಮಿ ಸದಸ್ಯ ಹಾಗೂ ಗಂಗಾವತಿ ಕರ್ನಾಟಕ ಸಂಗೀತ ನೃತ್ಯ ಅಕಾಡೆಮಿಯ ವತಿಯಿಂದ ದಿನಾಂಕ: 14.09.2024 ರಂದು ಮಧ್ಯಾಹ್ನ 2 ಗಂಟೆಗೆ ಬಿ.ಎಂ.ಎಸ್.ಕಾಲೇಜ್, ಗಂಗಾವತಿಯಲ್ಲಿ ಯುವ ಸಂಭ್ರಮ- ಸಂಗೀತ ನೃತ್ಯೋತ್ಸವ ಕಾರ್ಯಕ್ರಮ ಆಯೋಜಿಸಲಾಗಿದೆ ಎಂದು ಶ್ರೀ ರಮೇಶ ಗಬ್ಬೂರು ಹೇಳಿದರು. — [25, 854, 394, 947]
article-yechury-body — [19, 1927, 772, 2365]
article-chalo-col-3: ಈ ವೇಳೆ ಒಕ್ಕೂಟದ ಮುಖಂಡರಾದ ಅಂಬಣ್ಣ, ನಿಂಗಪ್ಪ, ಶರಣಪ್ಪ, ಹನುಮೇಶ, ಭೀಮಪ್ಪ, ದುರುಗಪ್ಪ ಸೇರಿದಂತೆ ವಿವಿಧ ಸಂಘಟನೆಗಳ ಕಾರ್ಯಕರ್ತರು ಉಪಸ್ಥಿತರಿದ್ದರು. ದಲಿತ ಸಮುದಾಯದ ಮೇಲೆ ನಡೆಯುತ್ತಿರುವ ದೌರ್ಜನ್ಯ ತಡೆಯಲು ಸರ್ಕಾರ ಕಠಿಣ ಕ್ರಮ ಕೈಗೊಳ್ಳಬೇಕು ಎಂದು ಆಗ್ರಹಿಸಿದರು. — [1029, 2242, 1263, 2355]
article-nirav-row — [26, 1480, 393, 1620]
headline-line: ವಿದ್ಯಾರ್ಥಿಗಳಿಗೆ ಅಲ್ಪಾವಧಿ — [1192, 1185, 1438, 1219]
article-pocso-headline: ಪೋಕ್ಸೋ ಕಾಯ್ದೆಯ ಬಗ್ಗೆ ಎಲ್ಲರಿಗೂ ಅರಿವು ಅವಶ್ಯ — [15, 103, 1060, 191]
byline — [427, 784, 1499, 807]
byline-label: ಬದಲಾವಣಿ ಸುದ್ದಿ — [43, 455, 129, 482]
byline-label: ಬದಲಾವಣಿ ಸುದ್ದಿ — [1152, 1263, 1238, 1286]
article-gttc-col-1: ಹೊಸಪೇಟೆ: ಹೊಸಪೇಟೆಯ ಹಂಪಾ ರಸ್ತೆ ಮರಿಯಮ್ಮನಹಳ್ಳಿಯಲ್ಲಿರುವ ಸರ್ಕಾರಿ ಉಪಕರಣಾಗಾರ ಮತ್ತು ತರಬೇತಿ ಕೇಂದ್ರದಲ್ಲಿ (ಜಿ.ಟಿ.ಟಿ.ಸಿ) 2024-25 ನೇ ಸಾಲಿನ ಅಲ್ಪಾವಧಿ ತರಬೇತಿಗಳಾದ ಸಿಎನ್‌ಸಿ ಟರ್ನಿಂಗ್, ಸಿಎನ್‌ಸಿ ಮಿಲ್ಲಿಂಗ್ ಪ್ರೋಗ್ರಾಮಿಂಗ್ ಆ್ಯಂಡ್ ಆಪರೇಷನ್, ಎಫ್‌ಎಂಎಸ್ ಆಟೋಮೇಶನ್, ವಿಎಲ್‌ಎಸ್‌ಐ, ಪಿಎಲ್‌ಸಿ, ಎಂಬೆಡೆಡ್ ಸಿಸ್ಟಮ್ಸ್, ಸೊಲಿಡ್ ವರ್ಕ್ಸ್, ಆಟೋ ಕ್ಯಾಡ್, ಮಾಸ್ಟರ್ ಕ್ಯಾಮ್, ಗ್ರಾಫಿಕ್ಸ್ ಮತ್ತು ಎಸ್.ಪಿ. ಐಟಿಐ ತರಬೇತಿಗಳನ್ನು ಹಮ್ಮಿಕೊಳ್ಳಲಾಗಿದೆ. — [1134, 1295, 1310, 1543]
byline-arrow-icon: ▶ — [1134, 1266, 1145, 1283]
byline-arrow-icon: ▶ — [25, 460, 36, 477]
horizontal-divider — [420, 1125, 1507, 1127]
byline-arrow-icon: ▶ — [427, 787, 439, 804]
byline-arrow-icon: ▶ — [25, 825, 36, 842]
